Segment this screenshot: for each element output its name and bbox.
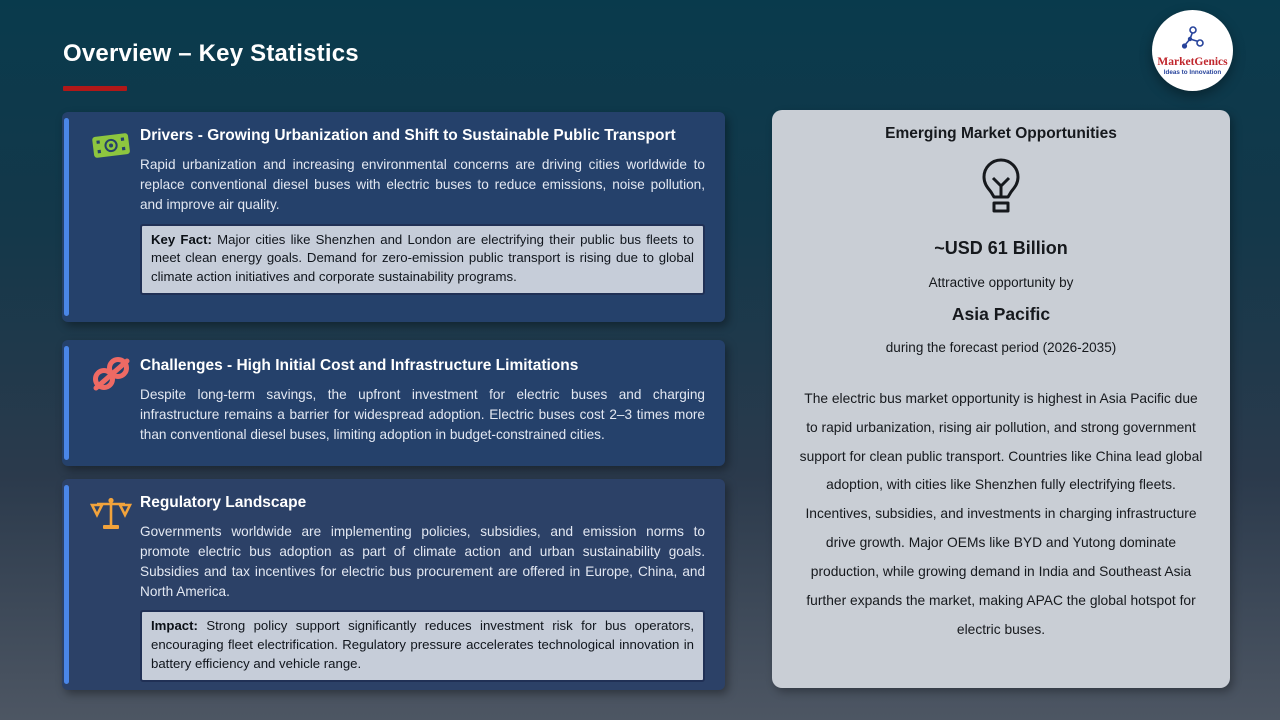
page-title: Overview – Key Statistics [63, 40, 359, 67]
card-title: Regulatory Landscape [140, 494, 307, 511]
card-accent-bar [64, 346, 69, 460]
callout-text: Strong policy support significantly reduces investment risk for bus operators, encouraging fleet electrification. Regulatory pressure accelerates technological innovation in battery efficiency and vehicle range. [151, 618, 694, 672]
opportunity-description: The electric bus market opportunity is highest in Asia Pacific due to rapid urbanization, rising air pollution, and strong government support for clean public transport. Countries like China lead global adoption, with cities like Shenzhen fully electrifying fleets. Incentives, subsidies, and investments in charging infrastructure drive growth. Major OEMs like BYD and Yutong dominate production, while growing demand in India and Southeast Asia further expands the market, making APAC the global hotspot for electric buses. [799, 391, 1203, 637]
card-title: Challenges - High Initial Cost and Infrastructure Limitations [140, 357, 579, 374]
callout-label: Impact: [151, 618, 198, 634]
opportunity-subtitle: Attractive opportunity by [928, 275, 1074, 290]
impact-box [140, 610, 705, 682]
title-underline [63, 86, 127, 91]
molecule-icon [1179, 26, 1207, 55]
panel-title: Emerging Market Opportunities [885, 125, 1117, 142]
logo-name: MarketGenics [1157, 55, 1228, 68]
card-body: Rapid urbanization and increasing environmental concerns are driving cities worldwide to replace conventional diesel buses with electric buses to reduce emissions, noise pollution, and improve air quality. [140, 157, 705, 212]
card-accent-bar [64, 118, 69, 316]
card-body: Governments worldwide are implementing policies, subsidies, and emission norms to promote electric bus adoption as part of climate action and urban sustainability goals. Subsidies and tax incentives for electric bus procurement are offered in Europe, China, and North America. [140, 524, 705, 599]
key-fact-box [140, 224, 705, 296]
card-body: Despite long-term savings, the upfront investment for electric buses and charging infrastructure remains a barrier for widespread adoption. Electric buses cost 2–3 times more than conventional diesel buses, limiting adoption in budget-constrained cities. [140, 387, 705, 442]
opportunity-panel [772, 110, 1230, 688]
card-drivers [62, 112, 725, 322]
card-title: Drivers - Growing Urbanization and Shift to Sustainable Public Transport [140, 127, 676, 144]
money-icon [86, 128, 136, 162]
scales-icon [86, 496, 136, 534]
lightbulb-icon [772, 157, 1230, 220]
callout-text: Major cities like Shenzhen and London are electrifying their public bus fleets to meet clean energy goals. Demand for zero-emission public transport is rising due to global climate action initiatives and corporate sustainability programs. [151, 231, 694, 285]
opportunity-region: Asia Pacific [951, 304, 1051, 324]
opportunity-value: ~USD 61 Billion [934, 238, 1068, 258]
card-regulatory [62, 479, 725, 690]
unlink-icon [86, 353, 136, 395]
callout-label: Key Fact: [151, 231, 212, 247]
marketgenics-logo [1152, 10, 1233, 91]
card-challenges [62, 340, 725, 466]
card-accent-bar [64, 485, 69, 684]
logo-tagline: Ideas to Innovation [1163, 68, 1222, 76]
opportunity-period: during the forecast period (2026-2035) [885, 340, 1117, 355]
